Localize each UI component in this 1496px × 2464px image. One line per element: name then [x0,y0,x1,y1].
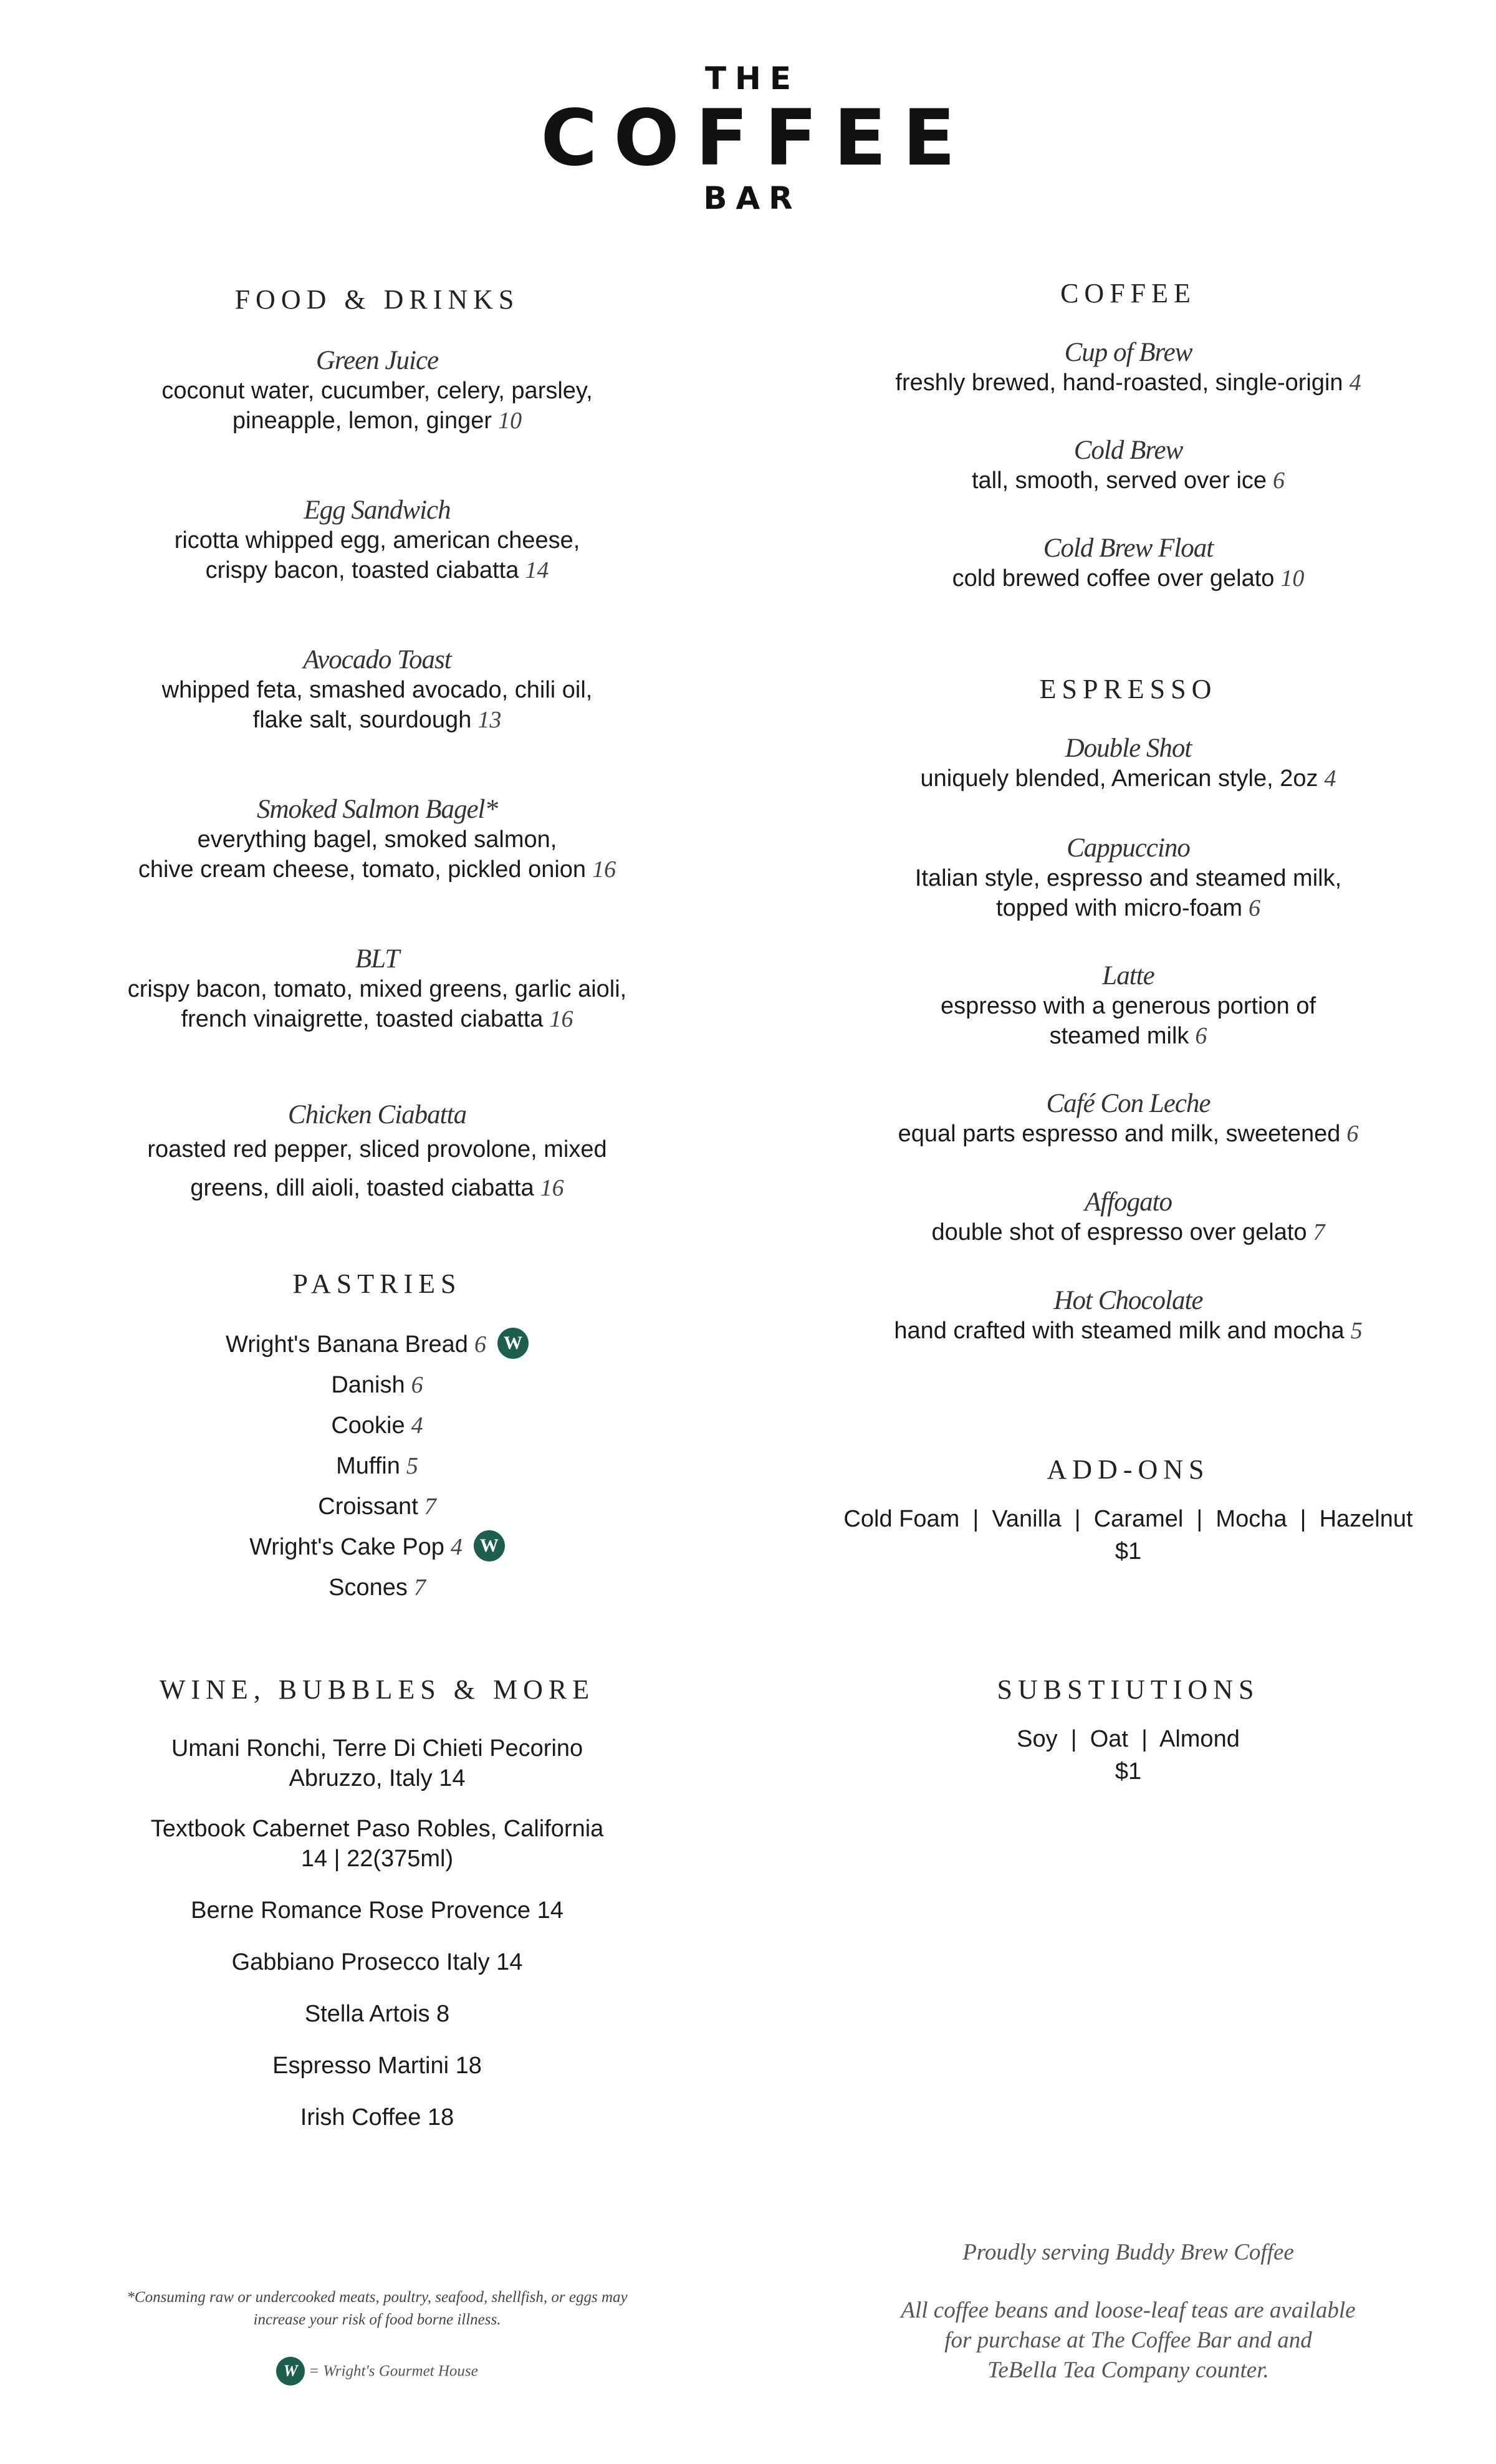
menu-item-latte [798,961,1459,1088]
wine-list [69,1733,686,2132]
item-name: Smoked Salmon Bagel* [256,795,498,824]
item-price: 6 [411,1372,423,1398]
item-name: Avocado Toast [303,645,451,674]
item-name: BLT [355,944,400,974]
item-name: Cold Brew Float [1043,534,1214,563]
item-price: 4 [1324,765,1336,792]
item-name: Latte [1102,961,1154,990]
wine-item: Gabbiano Prosecco Italy 14 [231,1949,523,1975]
pastry-item: Muffin 5 [336,1453,418,1479]
item-desc: whipped feta, smashed avocado, chili oil, flake salt, sourdough 13 [161,677,593,733]
pastries-title: PASTRIES [292,1268,462,1299]
menu-item-hot-chocolate [798,1285,1459,1454]
item-name: Hot Chocolate [1053,1286,1203,1315]
item-desc: everything bagel, smoked salmon, chive cream cheese, tomato, pickled onion 16 [138,827,616,883]
item-name: Egg Sandwich [304,496,451,525]
addons-price: $1 [1115,1538,1142,1565]
item-price: 16 [549,1006,573,1032]
item-price: 7 [1313,1219,1325,1245]
item-desc: Italian style, espresso and steamed milk, topped with micro-foam 6 [914,865,1342,921]
espresso-title: ESPRESSO [1039,674,1217,704]
item-name: Café Con Leche [1046,1089,1211,1118]
right-column [798,277,1459,1788]
item-desc: cold brewed coffee over gelato 10 [952,565,1305,592]
item-name: Chicken Ciabatta [287,1100,467,1129]
item-desc: coconut water, cucumber, celery, parsley, pineapple, lemon, ginger 10 [161,378,593,434]
item-price: 6 [474,1331,486,1358]
addons-title: ADD-ONS [1047,1454,1210,1485]
item-desc: ricotta whipped egg, american cheese, crispy bacon, toasted ciabatta 14 [174,527,580,583]
wrights-legend: W = Wright's Gourmet House [69,2358,686,2387]
menu-item-cold-brew-float [798,533,1459,673]
pastry-item: Wright's Cake Pop 4 W [69,1527,686,1568]
item-name: Cold Brew [1073,436,1183,465]
wrights-badge-icon: W [276,2357,305,2385]
item-price: 5 [406,1453,418,1479]
allergy-footnote: *Consuming raw or undercooked meats, poultry, seafood, shellfish, or eggs may increase your risk of food borne illness. [127,2289,628,2328]
logo-the: THE [704,60,800,97]
item-price: 6 [1346,1121,1359,1147]
item-price: 6 [1195,1023,1207,1049]
serving-note: Proudly serving Buddy Brew Coffee [962,2240,1294,2265]
logo [0,59,1496,218]
wine-title: WINE, BUBBLES & MORE [159,1674,595,1705]
logo-coffee: COFFEE [540,93,972,183]
menu-item-green-juice [69,345,686,495]
item-price: 5 [1350,1318,1363,1344]
wine-item: Irish Coffee 18 [300,2104,454,2131]
item-price: 7 [424,1493,436,1520]
left-column [69,284,686,2132]
food-drinks-title: FOOD & DRINKS [234,284,520,315]
item-desc: hand crafted with steamed milk and mocha 5 [894,1318,1363,1344]
addons-options: Cold Foam | Vanilla | Caramel | Mocha | Hazelnut [843,1506,1413,1532]
item-name: Cappuccino [1067,833,1190,863]
item-price: 13 [477,707,502,733]
wine-item: Umani Ronchi, Terre Di Chieti Pecorino Abruzzo, Italy 14 [171,1735,583,1791]
item-price: 6 [1248,895,1260,921]
menu-item-smoked-salmon-bagel [69,794,686,944]
substitutions-options: Soy | Oat | Almond [1017,1726,1240,1752]
item-price: 10 [1280,565,1305,592]
item-desc: espresso with a generous portion of steamed milk 6 [940,993,1316,1049]
wine-item: Berne Romance Rose Provence 14 [191,1897,563,1924]
pastry-item: Wright's Banana Bread 6 W [69,1325,686,1365]
item-name: Green Juice [315,346,439,375]
menu-item-double-shot [798,733,1459,833]
item-name: Double Shot [1065,734,1192,763]
item-price: 4 [1349,370,1361,396]
item-desc: tall, smooth, served over ice 6 [971,467,1285,494]
item-desc: crispy bacon, tomato, mixed greens, garlic aioli, french vinaigrette, toasted ciabatta 16 [127,976,627,1032]
menu-item-cup-of-brew [798,337,1459,435]
pastry-item: Cookie 4 [331,1412,423,1439]
item-name: Affogato [1084,1187,1172,1217]
substitutions-title: SUBSTIUTIONS [997,1674,1260,1705]
item-price: 14 [525,557,549,583]
item-desc: equal parts espresso and milk, sweetened 6 [898,1121,1359,1147]
item-price: 7 [413,1575,426,1601]
item-desc: freshly brewed, hand-roasted, single-origin 4 [895,370,1361,396]
menu-item-cafe-con-leche [798,1088,1459,1187]
pastry-item: Danish 6 [331,1372,423,1398]
wine-item: Textbook Cabernet Paso Robles, California 14 | 22(375ml) [150,1816,604,1872]
pastries-list [69,1325,686,1608]
menu-item-egg-sandwich [69,495,686,645]
logo-bar: BAR [703,180,802,216]
item-desc: double shot of espresso over gelato 7 [931,1219,1325,1245]
coffee-title: COFFEE [1060,278,1196,309]
menu-item-blt [69,944,686,1100]
pastry-item: Croissant 7 [318,1493,436,1520]
wrights-badge-icon: W [474,1530,505,1561]
menu-item-chicken-ciabatta [69,1100,686,1268]
wrights-badge-icon: W [497,1328,529,1359]
item-price: 16 [592,856,616,883]
item-price: 4 [450,1534,463,1560]
item-name: Cup of Brew [1064,338,1192,367]
item-price: 6 [1273,467,1285,494]
wine-item: Stella Artois 8 [304,2001,450,2027]
beans-note: All coffee beans and loose-leaf teas are available for purchase at The Coffee Bar and and TeBella Tea Company counter. [901,2298,1356,2383]
item-price: 10 [498,408,522,434]
menu-item-cold-brew [798,435,1459,533]
menu-item-affogato [798,1187,1459,1285]
item-desc: roasted red pepper, sliced provolone, mixed greens, dill aioli, toasted ciabatta 16 [147,1136,607,1201]
item-desc: uniquely blended, American style, 2oz 4 [920,765,1336,792]
item-price: 16 [540,1175,564,1201]
substitutions-price: $1 [1115,1758,1142,1785]
menu-item-cappuccino [798,833,1459,961]
menu-item-avocado-toast [69,645,686,794]
pastry-item: Scones 7 [328,1575,426,1601]
item-price: 4 [411,1412,423,1439]
wine-item: Espresso Martini 18 [272,2053,482,2079]
closing-note [798,2238,1459,2385]
